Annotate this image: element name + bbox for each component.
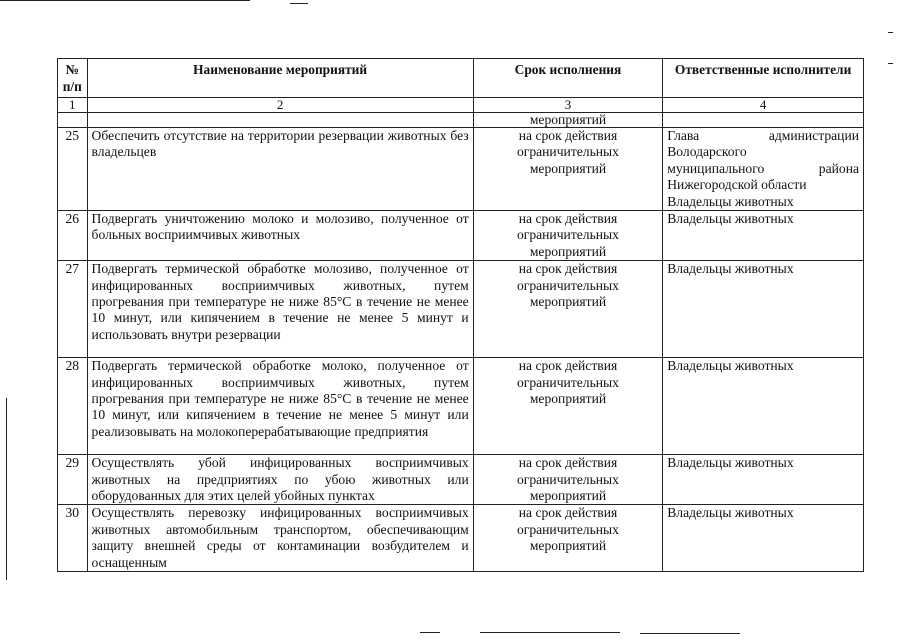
row-number: 25 — [58, 128, 88, 211]
column-index: 2 — [87, 98, 473, 113]
table-row — [58, 261, 864, 358]
row-measure: Осуществлять перевозку инфицированных восприимчивых животных автомобильным транспортом, обеспечивающим защиту внешней среды от контаминации возбудителем и оснащенным — [87, 505, 473, 572]
responsible-line: Владельцы животных — [667, 193, 794, 209]
row-number: 30 — [58, 505, 88, 572]
header-responsible: Ответственные исполнители — [663, 59, 864, 98]
column-index-row — [58, 98, 864, 113]
continuation-name — [87, 113, 473, 128]
scan-artifact-top-left — [0, 0, 250, 1]
table-header-row — [58, 59, 864, 98]
scan-artifact-bottom-3 — [640, 633, 740, 634]
row-term: на срок действия ограничительных мероприятий — [473, 505, 663, 572]
continuation-responsible — [663, 113, 864, 128]
row-term: на срок действия ограничительных мероприятий — [473, 455, 663, 505]
scan-artifact-bottom-2 — [480, 632, 620, 633]
header-term: Срок исполнения — [473, 59, 663, 98]
header-measure-name: Наименование мероприятий — [87, 59, 473, 98]
table-row — [58, 211, 864, 261]
row-measure: Осуществлять убой инфицированных восприимчивых животных на предприятиях по убою животных или оборудованных для этих целей убойных пунктах — [87, 455, 473, 505]
table-row — [58, 358, 864, 455]
scan-artifact-right-dash-1 — [888, 32, 893, 33]
header-number: № п/п — [58, 59, 88, 98]
table-row — [58, 128, 864, 211]
row-term: на срок действия ограничительных мероприятий — [473, 211, 663, 261]
row-number: 27 — [58, 261, 88, 358]
continuation-number — [58, 113, 88, 128]
responsible-line: Нижегородской области — [667, 177, 807, 193]
row-responsible: Владельцы животных — [663, 358, 864, 455]
column-index: 4 — [663, 98, 864, 113]
row-measure: Обеспечить отсутствие на территории резервации животных без владельцев — [87, 128, 473, 211]
row-term: на срок действия ограничительных мероприятий — [473, 358, 663, 455]
row-measure: Подвергать термической обработке молозиво, полученное от инфицированных восприимчивых животных, путем прогревания при температуре не ниже 85°С в течение не менее 10 минут, или кипячением в течение не менее 5 минут и использовать внутри резервации — [87, 261, 473, 358]
row-responsible: Владельцы животных — [663, 261, 864, 358]
responsible-line: Володарского — [667, 144, 747, 160]
row-responsible: Владельцы животных — [663, 505, 864, 572]
table-row — [58, 505, 864, 572]
scan-artifact-right-dash-2 — [888, 63, 893, 64]
row-number: 29 — [58, 455, 88, 505]
row-responsible: Владельцы животных — [663, 455, 864, 505]
responsible-line: Глава администрации — [667, 128, 859, 143]
scan-artifact-top-center — [290, 3, 308, 4]
responsible-line: муниципального района — [667, 160, 859, 176]
measures-table — [57, 58, 864, 572]
row-measure: Подвергать уничтожению молоко и молозиво, полученное от больных восприимчивых животных — [87, 211, 473, 261]
row-number: 28 — [58, 358, 88, 455]
scan-artifact-left-edge — [6, 398, 7, 580]
row-responsible — [663, 128, 864, 211]
row-measure: Подвергать термической обработке молоко, полученное от инфицированных восприимчивых животных, путем прогревания при температуре не ниже 85°С в течение не менее 10 минут, или кипячением в течение не менее 5 минут или реализовывать на молокоперерабатывающие предприятия — [87, 358, 473, 455]
table-row — [58, 455, 864, 505]
column-index: 3 — [473, 98, 663, 113]
row-number: 26 — [58, 211, 88, 261]
row-term: на срок действия ограничительных мероприятий — [473, 128, 663, 211]
row-term: на срок действия ограничительных мероприятий — [473, 261, 663, 358]
continuation-row — [58, 113, 864, 128]
row-responsible: Владельцы животных — [663, 211, 864, 261]
column-index: 1 — [58, 98, 88, 113]
scan-artifact-bottom-1 — [420, 632, 440, 633]
continuation-term: мероприятий — [473, 113, 663, 128]
